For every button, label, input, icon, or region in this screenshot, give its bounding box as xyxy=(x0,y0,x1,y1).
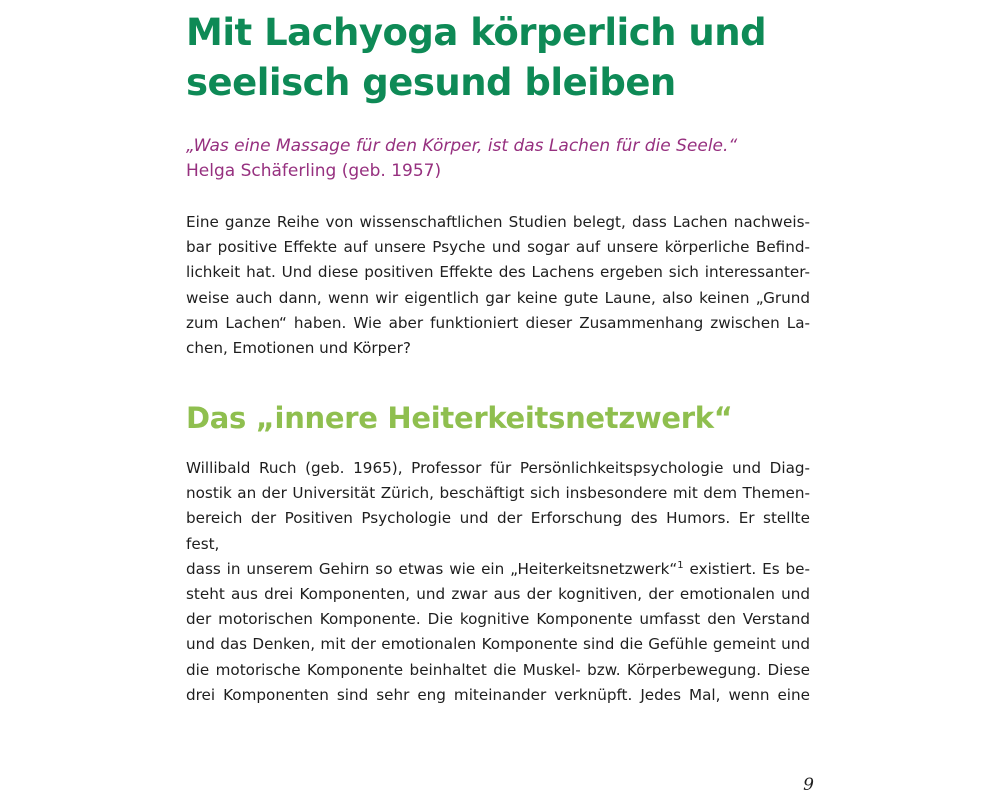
paragraph-line: und das Denken, mit der emotionalen Komponente sind die Gefühle gemeint und xyxy=(186,635,810,654)
paragraph-line: chen, Emotionen und Körper? xyxy=(186,339,411,358)
paragraph-line: der motorischen Komponente. Die kognitive Komponente umfasst den Verstand xyxy=(186,610,810,629)
paragraph-line: zum Lachen“ haben. Wie aber funktioniert dieser Zusammenhang zwischen La- xyxy=(186,313,810,332)
section-heading: Das „innere Heiterkeitsnetzwerk“ xyxy=(186,401,733,435)
footnote-reference[interactable]: 1 xyxy=(677,559,684,571)
paragraph-line: lichkeit hat. Und diese positiven Effekte des Lachens ergeben sich interessanter- xyxy=(186,263,810,282)
epigraph-quote xyxy=(186,134,810,184)
page-number: 9 xyxy=(803,775,814,795)
body-paragraph xyxy=(186,456,810,708)
paragraph-line: Willibald Ruch (geb. 1965), Professor für Persönlichkeitspsychologie und Diag- xyxy=(186,459,810,477)
paragraph-line: steht aus drei Komponenten, und zwar aus der kognitiven, der emotionalen und xyxy=(186,585,810,604)
intro-paragraph xyxy=(186,210,810,361)
document-page xyxy=(186,0,810,800)
quote-text: „Was eine Massage für den Körper, ist das Lachen für die Seele.“ xyxy=(186,136,738,156)
paragraph-line: weise auch dann, wenn wir eigentlich gar keine gute Laune, also keinen „Grund xyxy=(186,288,810,307)
title-line-2: seelisch gesund bleiben xyxy=(186,61,676,104)
paragraph-line: nostik an der Universität Zürich, beschäftigt sich insbesondere mit dem Themen- xyxy=(186,484,810,503)
paragraph-line: Eine ganze Reihe von wissenschaftlichen Studien belegt, dass Lachen nachweis- xyxy=(186,213,810,231)
title-line-1: Mit Lachyoga körperlich und xyxy=(186,11,767,54)
paragraph-line: bereich der Positiven Psychologie und der Erforschung des Humors. Er stellte fest, xyxy=(186,509,810,553)
paragraph-line-part: dass in unserem Gehirn so etwas wie ein „Heiterkeitsnetzwerk“ xyxy=(186,559,678,578)
paragraph-line-with-footnote xyxy=(186,557,810,582)
page-title xyxy=(186,8,810,108)
paragraph-line: die motorische Komponente beinhaltet die Muskel- bzw. Körperbewegung. Diese xyxy=(186,660,810,679)
paragraph-line: drei Komponenten sind sehr eng miteinander verknüpft. Jedes Mal, wenn eine xyxy=(186,685,810,704)
paragraph-line-part: existiert. Es be- xyxy=(683,559,810,578)
paragraph-line: bar positive Effekte auf unsere Psyche und sogar auf unsere körperliche Befind- xyxy=(186,238,810,257)
quote-author: Helga Schäferling (geb. 1957) xyxy=(186,161,442,181)
